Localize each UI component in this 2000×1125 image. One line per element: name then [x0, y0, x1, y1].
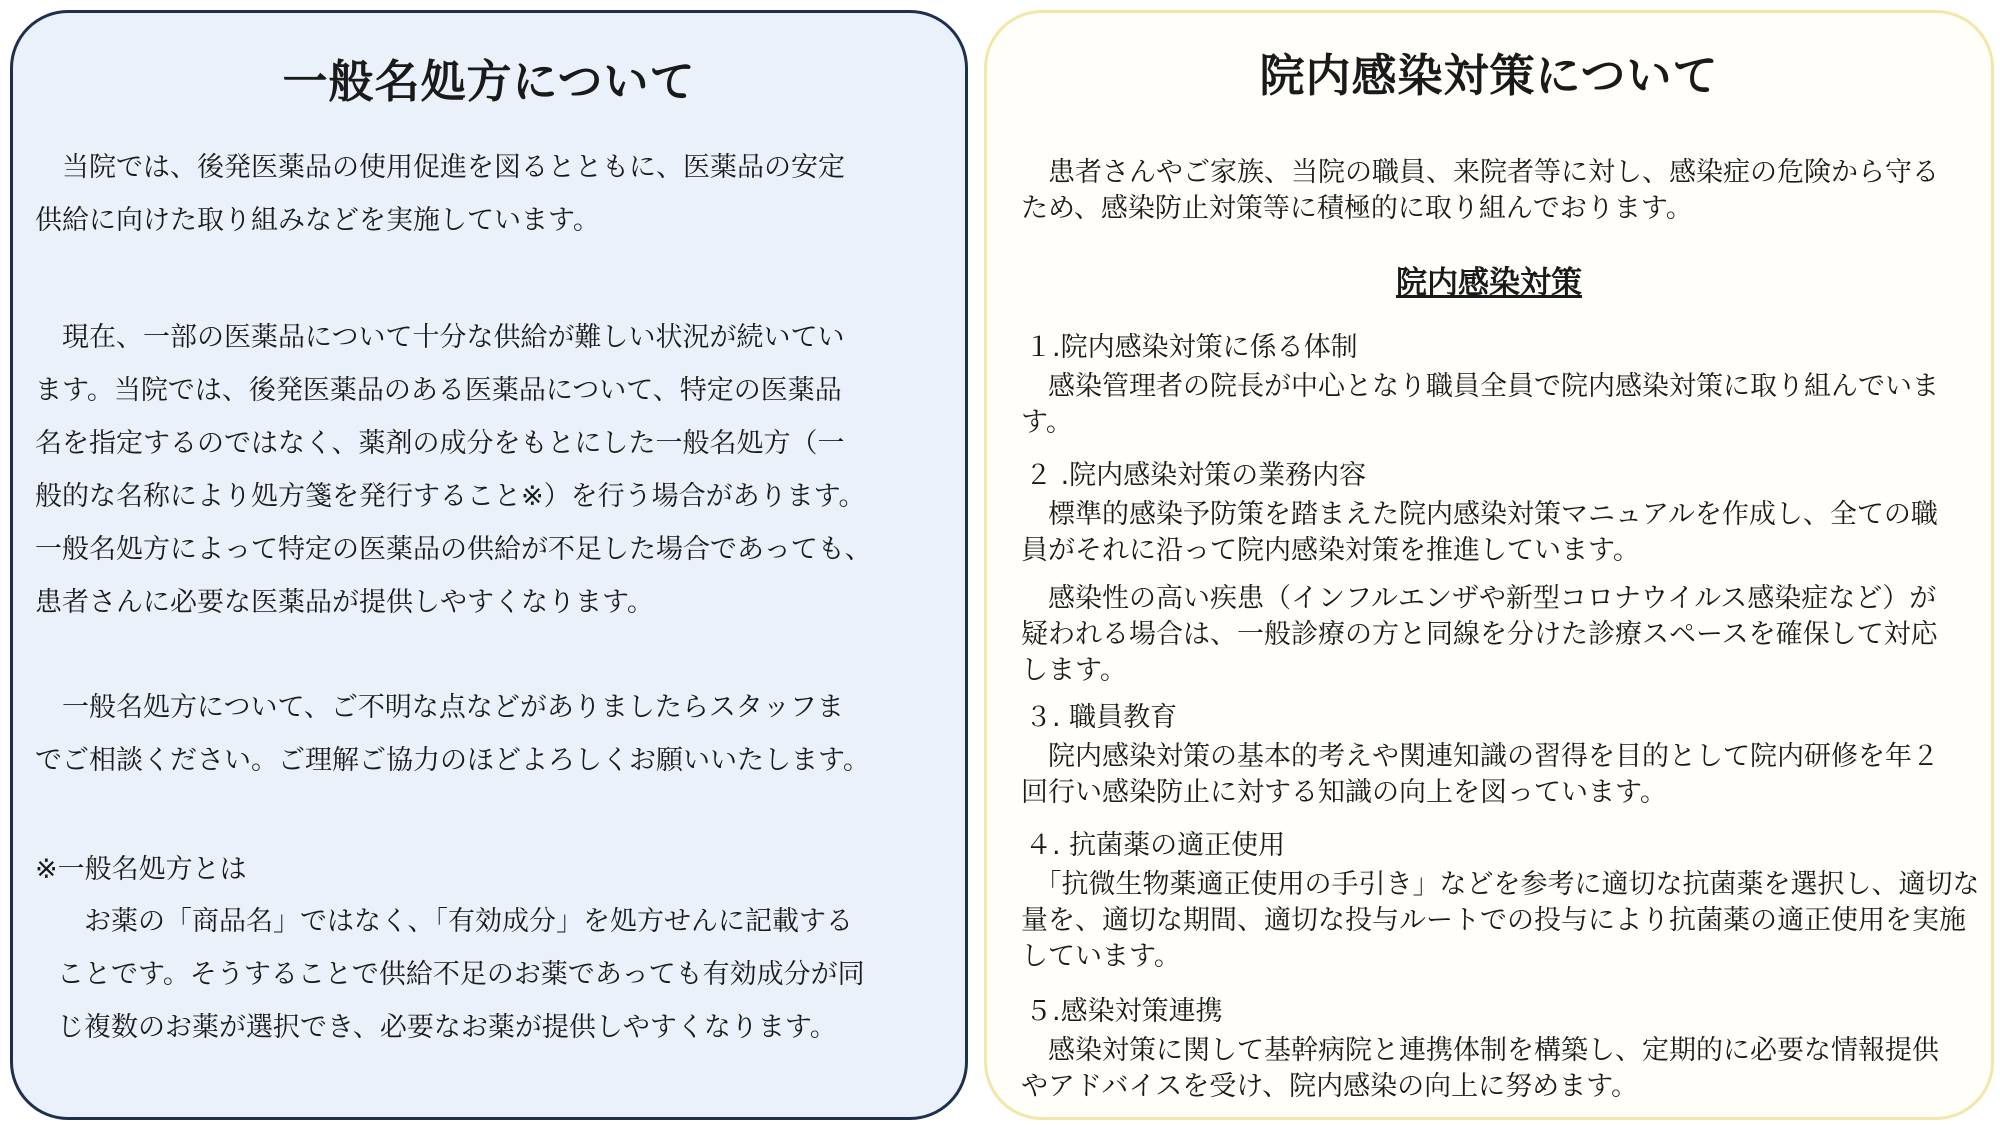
item-body: 「抗微生物薬適正使用の手引き」などを参考に適切な抗菌薬を選択し、適切な量を、適切な期間、適切な投与ルートでの投与により抗菌薬の適正使用を実施しています。 [1021, 869, 1980, 972]
left-paragraph-3: 一般名処方について、ご不明な点などがありましたらスタッフま でご相談ください。ご理解ご協力のほどよろしくお願いいたします。 [35, 692, 870, 776]
item-heading: ２ .院内感染対策の業務内容 [1025, 460, 1367, 491]
note-heading: ※一般名処方とは [35, 854, 247, 885]
item-heading: １.院内感染対策に係る体制 [1025, 332, 1358, 363]
left-paragraph-2: 現在、一部の医薬品について十分な供給が難しい状況が続いてい ます。当院では、後発医薬品のある医薬品について、特定の医薬品 名を指定するのではなく、薬剤の成分をもとにした一般名処方（一 般的な名称により処方箋を発行すること※）を行う場合があります。 一般名処方によって特定の医薬品の供給が不足した場合であっても、 患者さんに必要な医薬品が提供しやすくなります。 [35, 322, 872, 618]
item-body: 標準的感染予防策を踏まえた院内感染対策マニュアルを作成し、全ての職員がそれに沿って院内感染対策を推進しています。 [1021, 499, 1938, 566]
item-body: 院内感染対策の基本的考えや関連知識の習得を目的として院内研修を年２回行い感染防止に対する知識の向上を図っています。 [1021, 741, 1939, 808]
left-paragraph-1: 当院では、後発医薬品の使用促進を図るとともに、医薬品の安定 供給に向けた取り組みなどを実施しています。 [35, 152, 845, 236]
infection-control-panel [984, 10, 1994, 1120]
infection-control-subheading: 院内感染対策 [1396, 265, 1582, 301]
infection-intro: 患者さんやご家族、当院の職員、来院者等に対し、感染症の危険から守るため、感染防止対策等に積極的に取り組んでおります。 [1021, 157, 1939, 224]
item-heading: ４. 抗菌薬の適正使用 [1025, 830, 1286, 861]
infection-control-title: 院内感染対策について [1259, 49, 1719, 102]
generic-prescription-panel [10, 10, 968, 1120]
item-heading: ３. 職員教育 [1025, 702, 1178, 733]
generic-prescription-title: 一般名処方について [282, 55, 696, 108]
note-body: お薬の「商品名」ではなく、「有効成分」を処方せんに記載する ことです。そうすることで供給不足のお薬であっても有効成分が同 じ複数のお薬が選択でき、必要なお薬が提供しやすくなります。 [57, 906, 865, 1043]
item-body: 感染性の高い疾患（インフルエンザや新型コロナウイルス感染症など）が疑われる場合は、一般診療の方と同線を分けた診療スペースを確保して対応します。 [1021, 583, 1938, 686]
item-body: 感染対策に関して基幹病院と連携体制を構築し、定期的に必要な情報提供やアドバイスを受け、院内感染の向上に努めます。 [1021, 1035, 1939, 1102]
item-heading: ５.感染対策連携 [1025, 996, 1223, 1027]
item-body: 感染管理者の院長が中心となり職員全員で院内感染対策に取り組んでいます。 [1021, 371, 1939, 438]
